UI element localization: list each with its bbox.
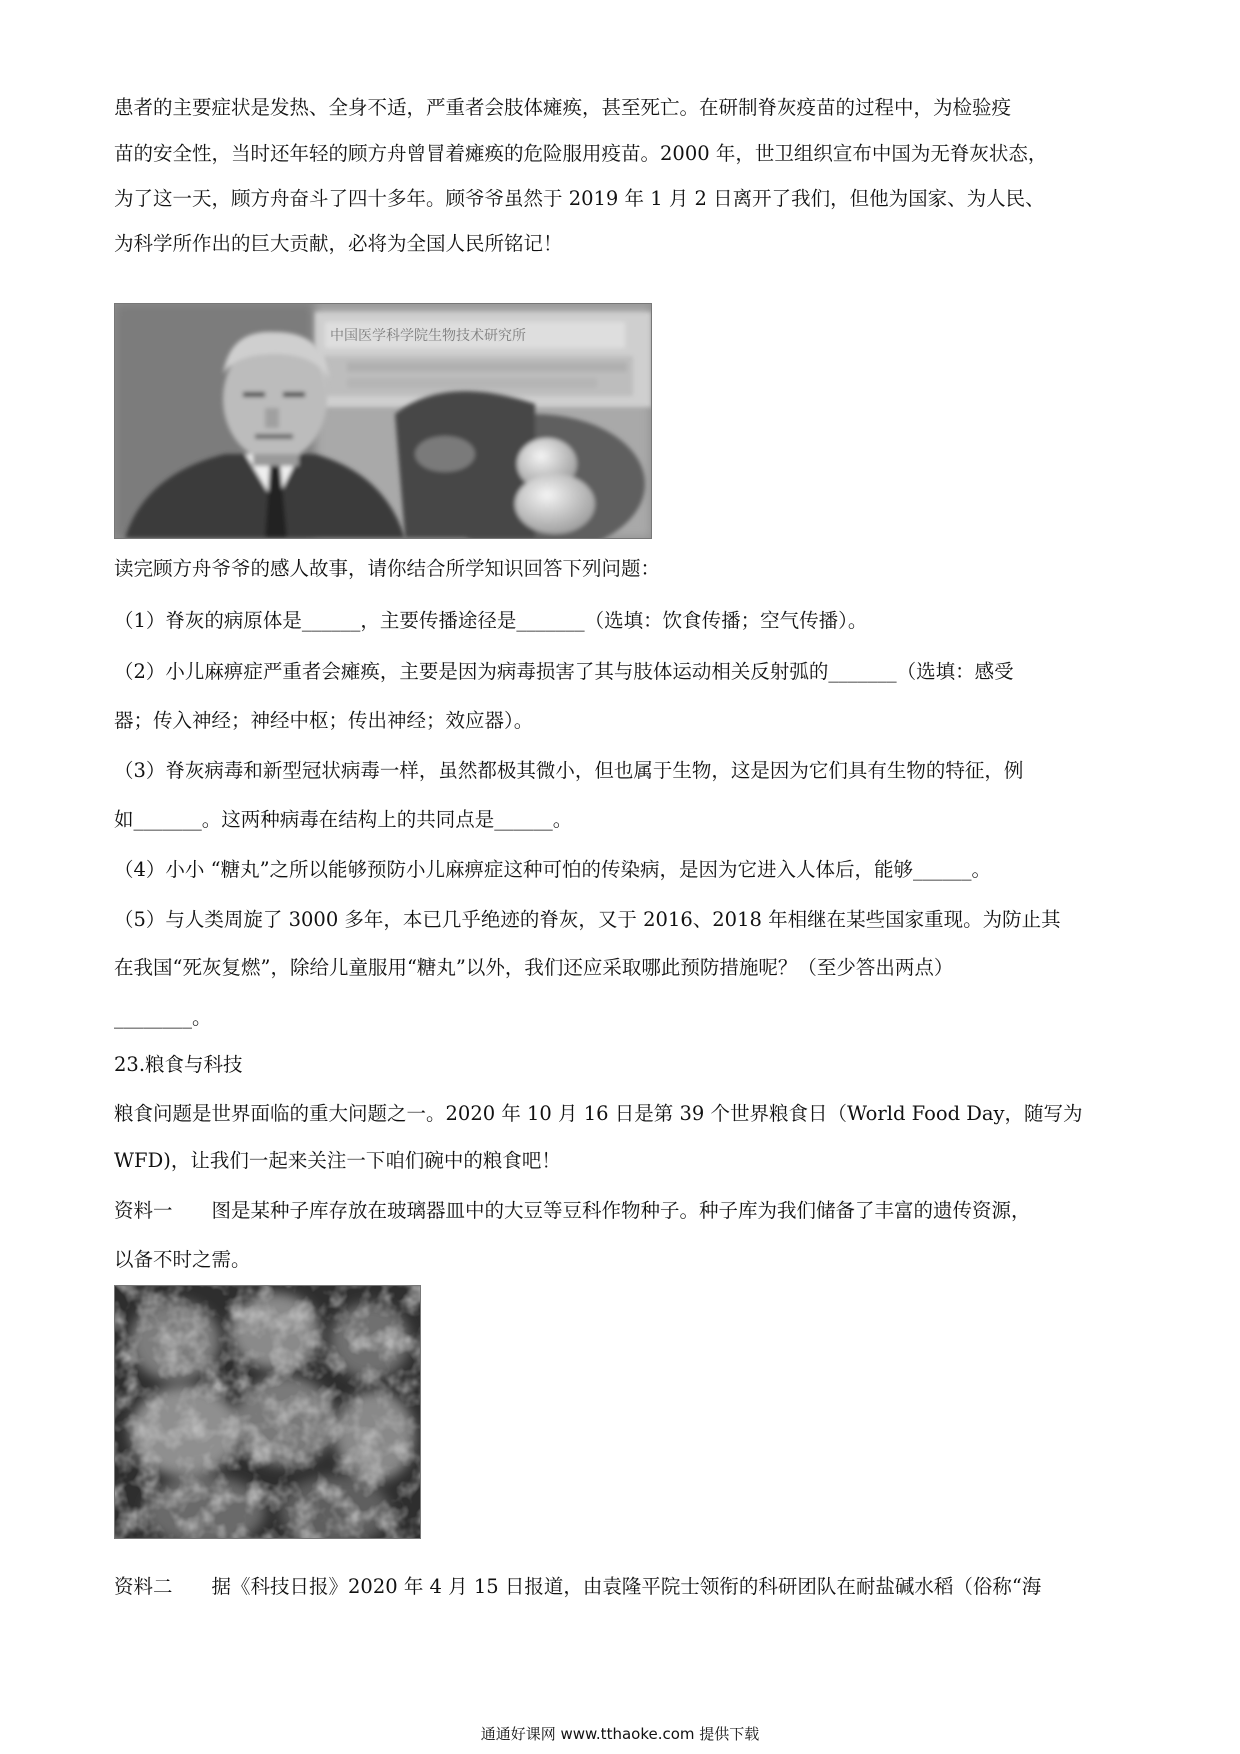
portrait-photo bbox=[114, 303, 652, 539]
question-3-cont: 如_______。这两种病毒在结构上的共同点是______。 bbox=[114, 808, 573, 831]
material-1: 资料一 图是某种子库存放在玻璃器皿中的大豆等豆科作物种子。种子库为我们储备了丰富的遗传资源， bbox=[114, 1199, 1031, 1222]
seed-bank-photo bbox=[114, 1285, 421, 1539]
paragraph-line: 为科学所作出的巨大贡献，必将为全国人民所铭记！ bbox=[114, 232, 563, 255]
answer-blank: ________。 bbox=[114, 1006, 212, 1029]
paragraph-line: 苗的安全性，当时还年轻的顾方舟曾冒着瘫痪的危险服用疫苗。2000 年，世卫组织宣布中国为无脊灰状态， bbox=[114, 142, 1048, 165]
question-1: （1）脊灰的病原体是______，主要传播途径是_______（选填：饮食传播；空气传播）。 bbox=[114, 609, 868, 632]
section-heading: 23.粮食与科技 bbox=[114, 1053, 243, 1076]
seed-bank-photo-drawing bbox=[115, 1286, 420, 1538]
paragraph-line: 患者的主要症状是发热、全身不适，严重者会肢体瘫痪，甚至死亡。在研制脊灰疫苗的过程中，为检验疫 bbox=[114, 96, 1012, 119]
page-footer: 通通好课网 www.tthaoke.com 提供下载 bbox=[480, 1725, 760, 1743]
paragraph-line: 粮食问题是世界面临的重大问题之一。2020 年 10 月 16 日是第 39 个世界粮食日（World Food Day，随写为 bbox=[114, 1102, 1083, 1125]
paragraph-line: 为了这一天，顾方舟奋斗了四十多年。顾爷爷虽然于 2019 年 1 月 2 日离开了我们，但他为国家、为人民、 bbox=[114, 187, 1045, 210]
question-5: （5）与人类周旋了 3000 多年，本已几乎绝迹的脊灰，又于 2016、2018 年相继在某些国家重现。为防止其 bbox=[114, 908, 1061, 931]
poster-caption: 中国医学科学院生物技术研究所 bbox=[330, 328, 526, 344]
question-2-cont: 器；传入神经；神经中枢；传出神经；效应器）。 bbox=[114, 709, 534, 732]
question-3: （3）脊灰病毒和新型冠状病毒一样，虽然都极其微小，但也属于生物，这是因为它们具有生物的特征，例 bbox=[114, 759, 1024, 782]
paragraph-line: 读完顾方舟爷爷的感人故事，请你结合所学知识回答下列问题： bbox=[114, 557, 661, 580]
paragraph-line: WFD)，让我们一起来关注一下咱们碗中的粮食吧！ bbox=[114, 1149, 561, 1172]
question-2: （2）小儿麻痹症严重者会瘫痪，主要是因为病毒损害了其与肢体运动相关反射弧的_______（选填：感受 bbox=[114, 660, 1014, 683]
material-2: 资料二 据《科技日报》2020 年 4 月 15 日报道，由袁隆平院士领衔的科研团队在耐盐碱水稻（俗称“海 bbox=[114, 1575, 1042, 1598]
material-1-cont: 以备不时之需。 bbox=[114, 1248, 251, 1271]
question-5-cont: 在我国“死灰复燃”，除给儿童服用“糖丸”以外，我们还应采取哪此预防措施呢？（至少答出两点） bbox=[114, 956, 954, 979]
portrait-photo-drawing bbox=[115, 304, 651, 538]
question-4: （4）小小 “糖丸”之所以能够预防小儿麻痹症这种可怕的传染病，是因为它进入人体后，能够______。 bbox=[114, 858, 992, 881]
